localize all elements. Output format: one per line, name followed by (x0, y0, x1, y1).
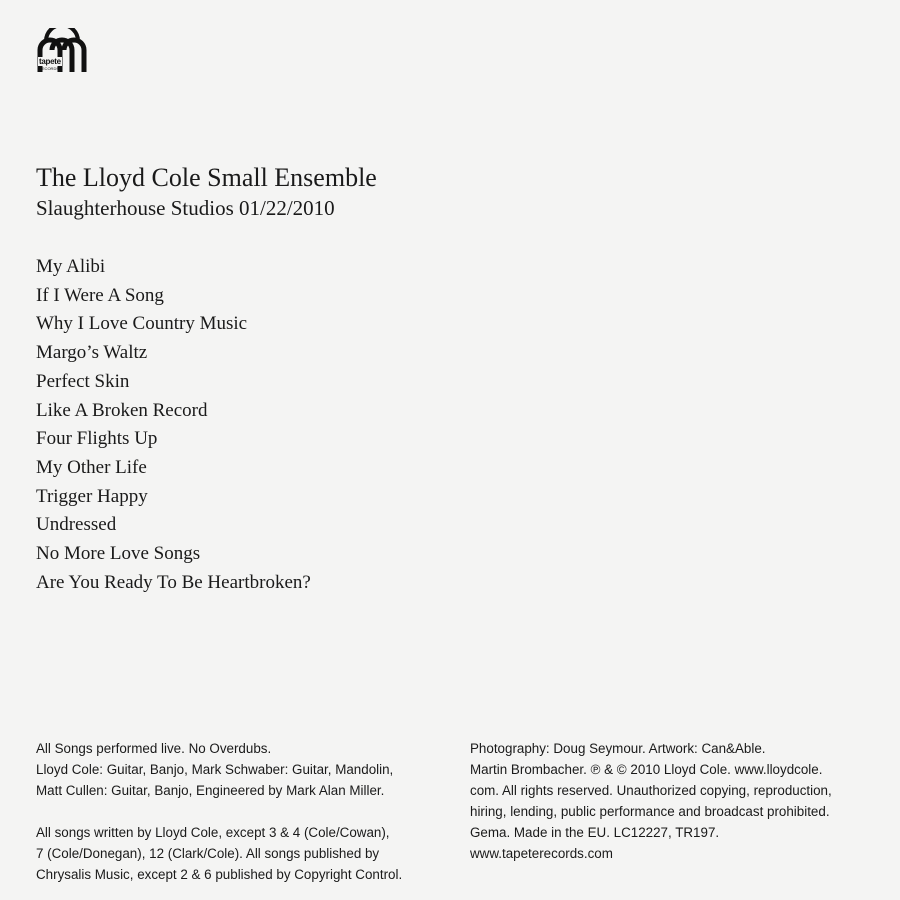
album-title: The Lloyd Cole Small Ensemble (36, 163, 377, 192)
credit-line: Lloyd Cole: Guitar, Banjo, Mark Schwaber: Guitar, Mandolin, (36, 762, 394, 777)
track-item: Trigger Happy (36, 485, 148, 507)
label-subtitle: RECORDS (39, 66, 60, 71)
track-item: Are You Ready To Be Heartbroken? (36, 571, 311, 593)
track-item: No More Love Songs (36, 543, 201, 565)
credit-line: Chrysalis Music, except 2 & 6 published by Copyright Control. (36, 867, 403, 882)
spacer (36, 801, 456, 822)
credit-line: hiring, lending, public performance and broadcast prohibited. (470, 804, 830, 819)
credit-line: Photography: Doug Seymour. Artwork: Can&Able. (470, 741, 766, 756)
recording-location: Slaughterhouse Studios 01/22/2010 (36, 196, 335, 220)
track-item: Undressed (36, 514, 117, 536)
credit-line: 7 (Cole/Donegan), 12 (Clark/Cole). All songs published by (36, 846, 380, 861)
credit-line: All Songs performed live. No Overdubs. (36, 741, 272, 756)
track-item: Four Flights Up (36, 428, 158, 450)
label-logo (36, 28, 88, 74)
album-header (36, 162, 377, 222)
track-item: My Other Life (36, 456, 147, 478)
credit-line: All songs written by Lloyd Cole, except 3 & 4 (Cole/Cowan), (36, 825, 390, 840)
website-url: www.tapeterecords.com (470, 846, 613, 861)
track-item: Like A Broken Record (36, 399, 208, 421)
track-item: If I Were A Song (36, 284, 164, 306)
credit-line: Martin Brombacher. ℗ & © 2010 Lloyd Cole. www.lloydcole. (470, 762, 823, 777)
track-item: My Alibi (36, 256, 106, 277)
tracklist (36, 253, 311, 597)
production-credits (470, 738, 895, 864)
credit-line: Gema. Made in the EU. LC12227, TR197. (470, 825, 720, 840)
label-name: tapete (39, 57, 61, 66)
credit-line: Matt Cullen: Guitar, Banjo, Engineered by Mark Alan Miller. (36, 783, 385, 798)
track-item: Perfect Skin (36, 370, 130, 392)
credit-line: com. All rights reserved. Unauthorized copying, reproduction, (470, 783, 832, 798)
performance-credits (36, 738, 456, 885)
track-item: Why I Love Country Music (36, 313, 248, 335)
track-item: Margo’s Waltz (36, 342, 148, 364)
